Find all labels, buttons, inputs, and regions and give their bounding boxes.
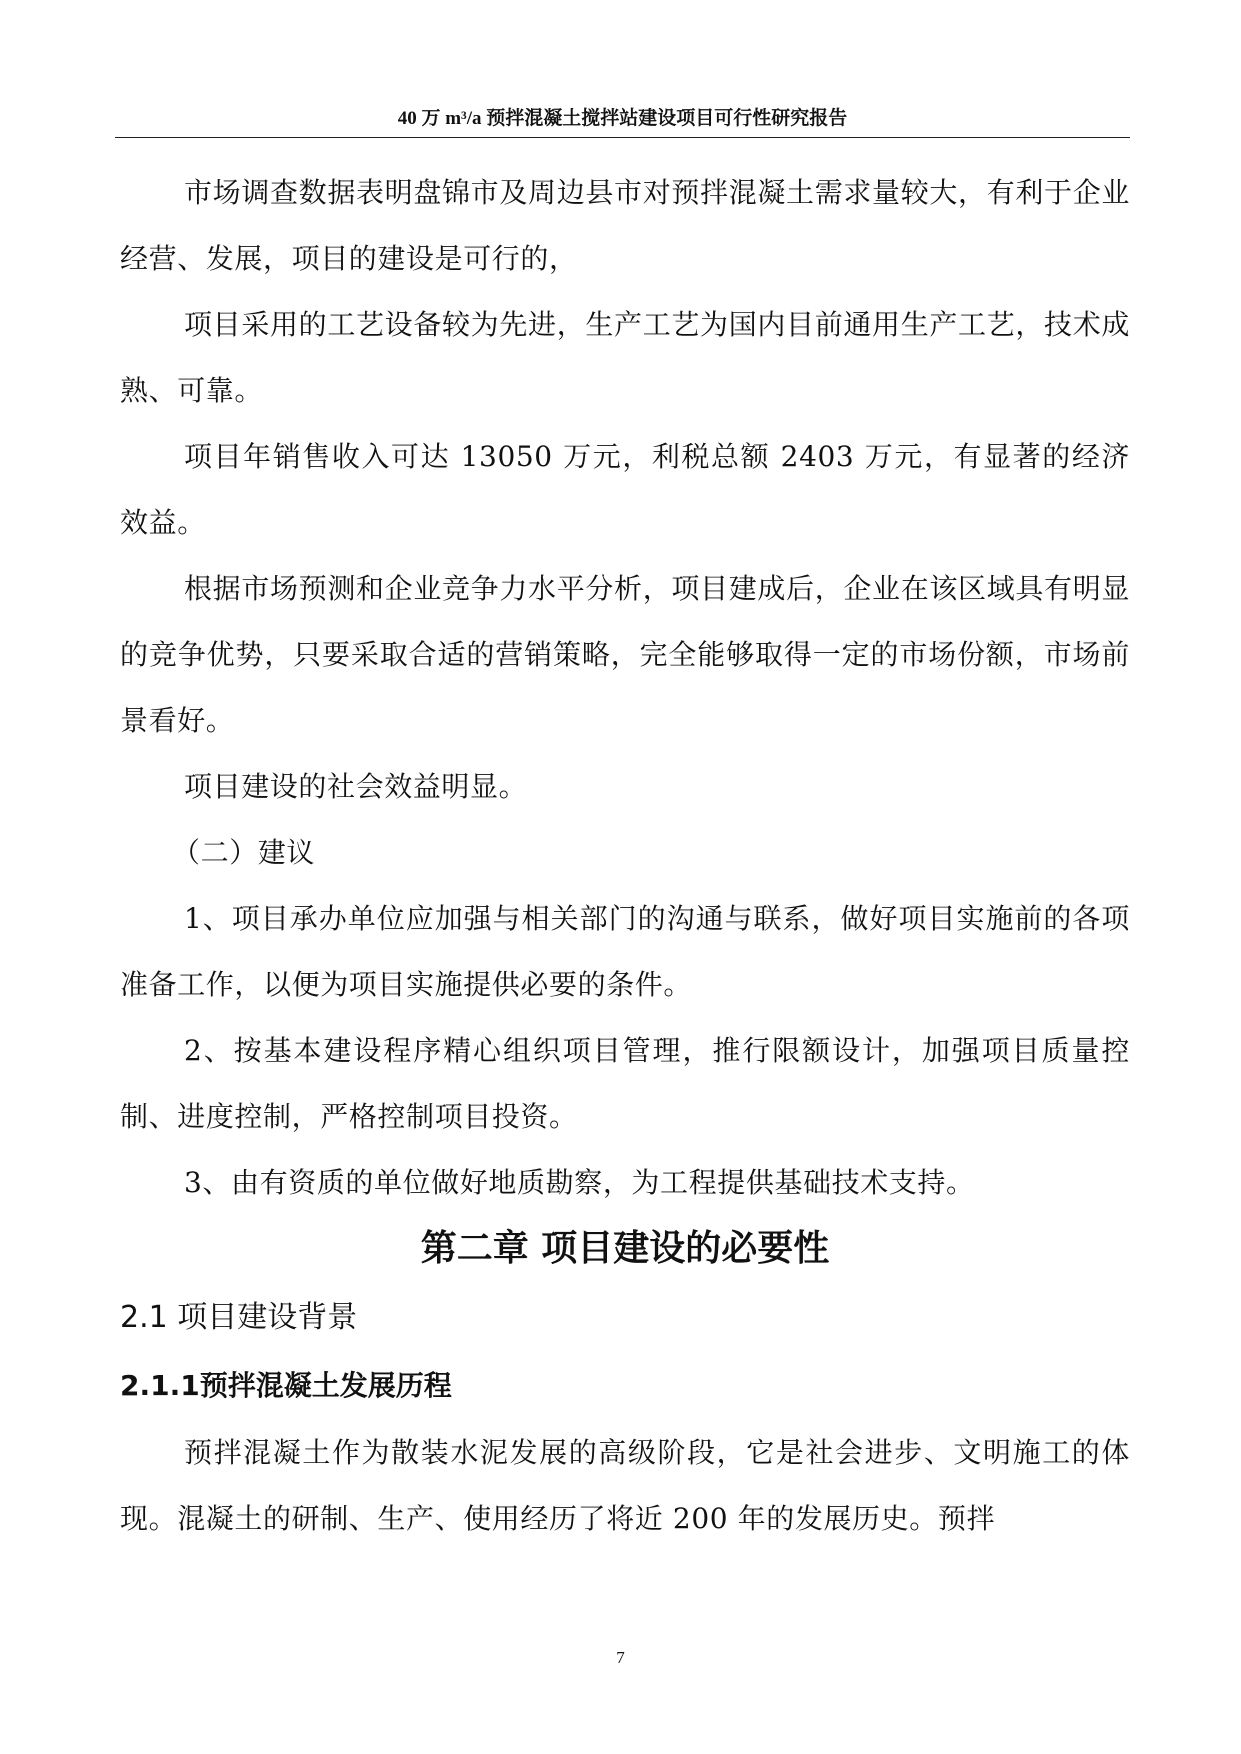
paragraph-history: 预拌混凝土作为散装水泥发展的高级阶段，它是社会进步、文明施工的体现。混凝土的研制、生产、使用经历了将近 200 年的发展历史。预拌 <box>120 1436 1130 1535</box>
chapter-title: 第二章 项目建设的必要性 <box>420 1228 830 1269</box>
suggestion-item: 1、项目承办单位应加强与相关部门的沟通与联系，做好项目实施前的各项准备工作，以便为项目实施提供必要的条件。 <box>120 902 1130 1001</box>
paragraph-social-benefit: 项目建设的社会效益明显。 <box>184 770 528 803</box>
page-number: 7 <box>616 1648 625 1667</box>
suggestion-item: 2、按基本建设程序精心组织项目管理，推行限额设计，加强项目质量控制、进度控制，严格控制项目投资。 <box>120 1034 1130 1133</box>
paragraph-revenue: 项目年销售收入可达 13050 万元，利税总额 2403 万元，有显著的经济效益。 <box>120 440 1130 539</box>
subsection-title: 2.1.1预拌混凝土发展历程 <box>120 1369 452 1402</box>
paragraph-competition: 根据市场预测和企业竞争力水平分析，项目建成后，企业在该区域具有明显的竞争优势，只要采取合适的营销策略，完全能够取得一定的市场份额，市场前景看好。 <box>120 572 1130 737</box>
running-header: 40 万 m³/a 预拌混凝土搅拌站建设项目可行性研究报告 <box>397 108 848 129</box>
header-rule <box>115 137 1130 138</box>
paragraph-technology: 项目采用的工艺设备较为先进，生产工艺为国内目前通用生产工艺，技术成熟、可靠。 <box>120 308 1130 407</box>
subsection-body <box>120 1420 1130 1552</box>
section-title: 2.1 项目建设背景 <box>120 1300 358 1335</box>
suggestion-item: 3、由有资质的单位做好地质勘察，为工程提供基础技术支持。 <box>184 1166 975 1199</box>
conclusions-block <box>120 160 1130 1216</box>
paragraph-market: 市场调查数据表明盘锦市及周边县市对预拌混凝土需求量较大，有利于企业经营、发展，项目的建设是可行的， <box>120 176 1130 275</box>
suggestions-heading: （二）建议 <box>172 836 316 869</box>
